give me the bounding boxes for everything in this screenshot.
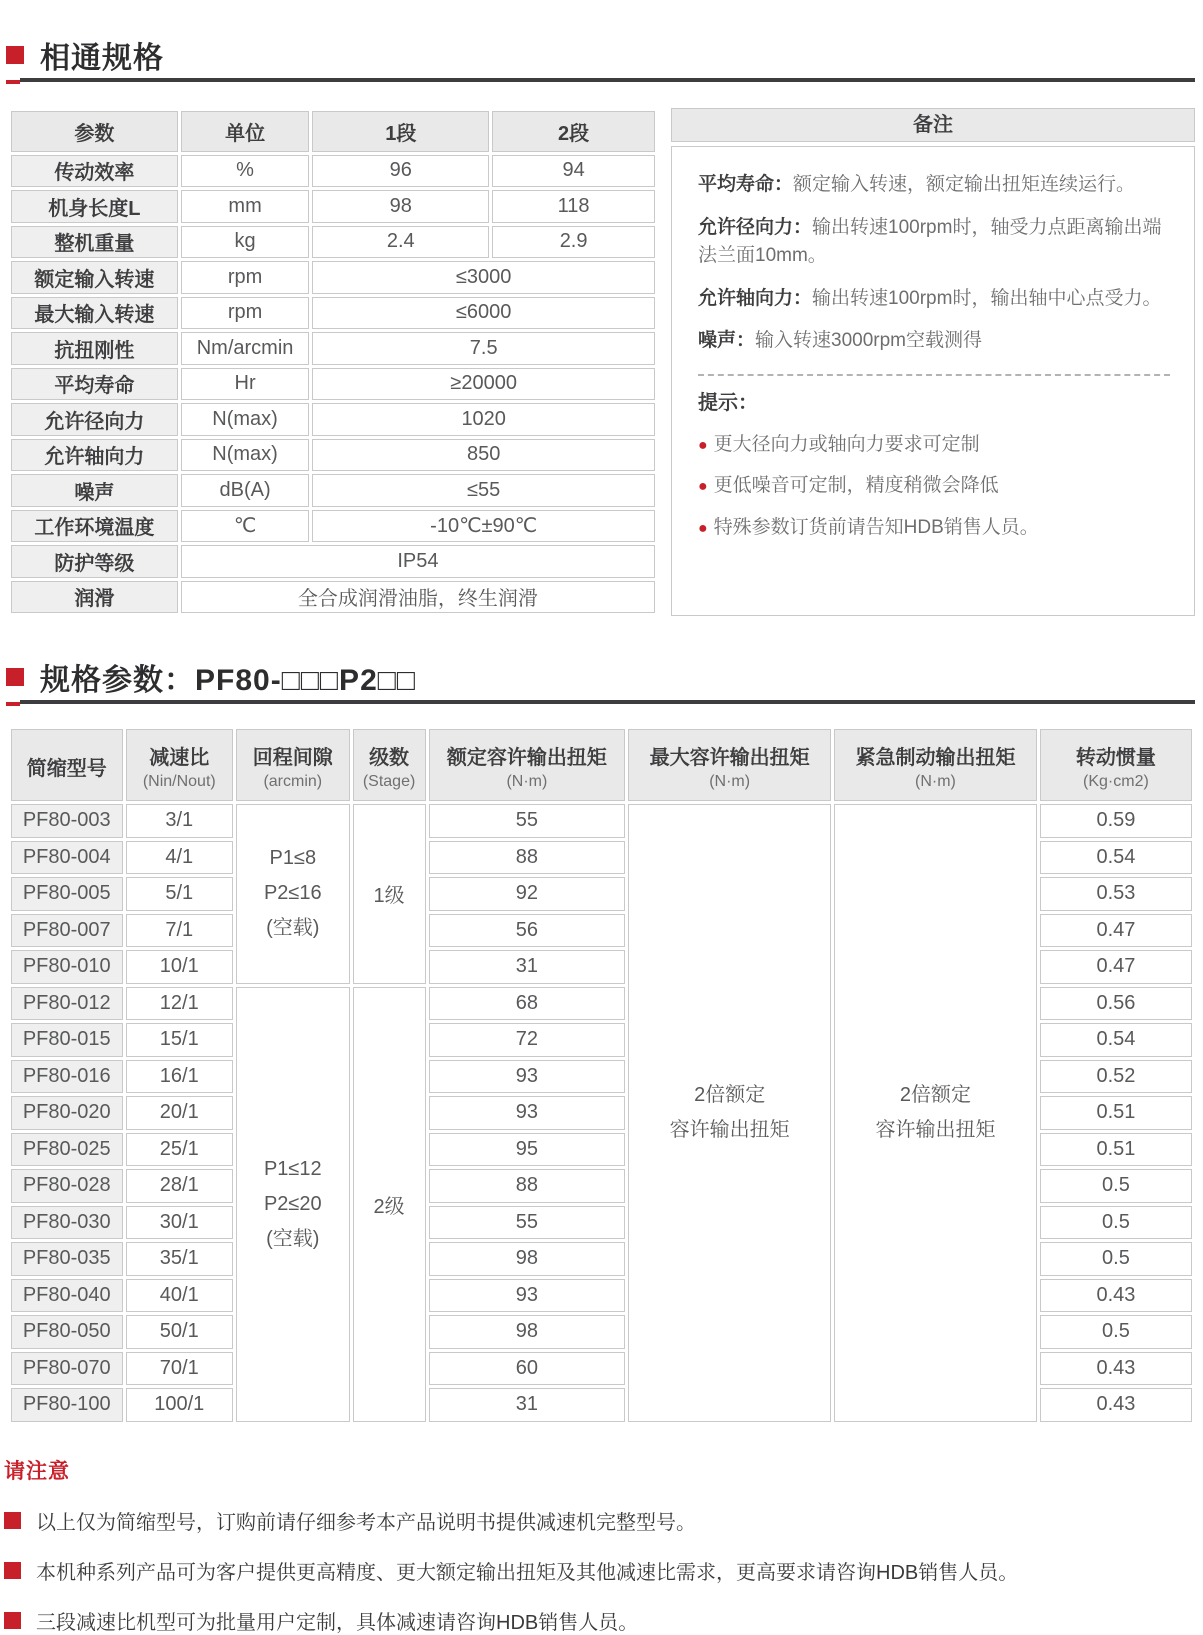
spec-param-cell: 允许轴向力 — [11, 439, 178, 472]
spec-header-cell: 单位 — [181, 111, 310, 152]
spec-value-cell: 7.5 — [312, 332, 655, 365]
spec-value-cell: 850 — [312, 439, 655, 472]
rated-torque-cell: 68 — [429, 987, 626, 1021]
spec-param-cell: 允许径向力 — [11, 403, 178, 436]
rated-torque-cell: 55 — [429, 804, 626, 838]
spec-value-cell: 94 — [492, 155, 655, 188]
spec-value-cell: IP54 — [181, 545, 655, 578]
brake-torque-line: 容许输出扭矩 — [875, 1118, 996, 1141]
tip-item — [698, 514, 1170, 543]
spec-row — [11, 190, 655, 223]
remarks-label: 允许轴向力： — [698, 287, 813, 309]
spec-unit-cell: mm — [181, 190, 310, 223]
spec-header-cell: 1段 — [312, 111, 489, 152]
remarks-title: 备注 — [671, 108, 1195, 142]
inertia-cell: 0.47 — [1040, 914, 1192, 948]
tip-text: 更大径向力或轴向力要求可定制 — [713, 433, 980, 455]
inertia-cell: 0.5 — [1040, 1206, 1192, 1240]
red-square-icon — [4, 1612, 21, 1629]
ratio-cell: 3/1 — [126, 804, 233, 838]
note-text: 以上仅为简缩型号，订购前请仔细参考本产品说明书提供减速机完整型号。 — [36, 1511, 696, 1534]
spec-value-cell: -10℃±90℃ — [312, 510, 655, 543]
tip-item — [698, 472, 1170, 501]
spec-param-cell: 平均寿命 — [11, 368, 178, 401]
rated-torque-cell: 56 — [429, 914, 626, 948]
rated-torque-cell: 98 — [429, 1315, 626, 1349]
note-text: 本机种系列产品可为客户提供更高精度、更大额定输出扭矩及其他减速比需求，更高要求请咨询HDB销售人员。 — [36, 1561, 1019, 1584]
inertia-cell: 0.51 — [1040, 1133, 1192, 1167]
section2-title: 规格参数：PF80-□□□P2□□ — [40, 664, 416, 697]
spec-value-cell: ≤6000 — [312, 297, 655, 330]
model-header-sub: (Kg·cm2) — [1083, 773, 1149, 790]
notes-title: 请注意 — [4, 1459, 70, 1483]
ratio-cell: 12/1 — [126, 987, 233, 1021]
spec-param-cell: 噪声 — [11, 474, 178, 507]
model-name-cell: PF80-040 — [11, 1279, 123, 1313]
ratio-cell: 7/1 — [126, 914, 233, 948]
spec-unit-cell: ℃ — [181, 510, 310, 543]
inertia-cell: 0.47 — [1040, 950, 1192, 984]
model-name-cell: PF80-005 — [11, 877, 123, 911]
model-header-sub: (N·m) — [915, 773, 956, 790]
inertia-cell: 0.43 — [1040, 1352, 1192, 1386]
tip-text: 特殊参数订货前请告知HDB销售人员。 — [713, 516, 1039, 538]
model-name-cell: PF80-070 — [11, 1352, 123, 1386]
spec-unit-cell: N(max) — [181, 403, 310, 436]
model-name-cell: PF80-035 — [11, 1242, 123, 1276]
inertia-cell: 0.5 — [1040, 1315, 1192, 1349]
spec-param-cell: 最大输入转速 — [11, 297, 178, 330]
spec-header-cell: 2段 — [492, 111, 655, 152]
model-header-cell — [353, 729, 426, 801]
model-name-cell: PF80-012 — [11, 987, 123, 1021]
spec-row — [11, 510, 655, 543]
model-name-cell: PF80-015 — [11, 1023, 123, 1057]
inertia-cell: 0.5 — [1040, 1242, 1192, 1276]
model-header-main: 简缩型号 — [26, 757, 107, 780]
spec-row — [11, 581, 655, 614]
bullet-dot-icon: ● — [698, 519, 708, 537]
stage-cell: 1级 — [353, 804, 426, 984]
model-header-cell — [429, 729, 626, 801]
backlash-line: P2≤16 — [263, 882, 322, 905]
ratio-cell: 30/1 — [126, 1206, 233, 1240]
spec-param-cell: 润滑 — [11, 581, 178, 614]
section1-header — [6, 0, 1195, 82]
brake-torque-cell — [834, 804, 1037, 1422]
model-name-cell: PF80-030 — [11, 1206, 123, 1240]
model-header-main: 最大容许输出扭矩 — [649, 747, 810, 769]
spec-header-row — [11, 111, 655, 152]
spec-value-cell: 1020 — [312, 403, 655, 436]
ratio-cell: 35/1 — [126, 1242, 233, 1276]
spec-row — [11, 439, 655, 472]
note-item — [4, 1506, 1195, 1535]
section2-divider — [20, 700, 1195, 704]
bullet-dot-icon: ● — [698, 478, 708, 495]
model-header-sub: (Stage) — [362, 773, 416, 790]
inertia-cell: 0.56 — [1040, 987, 1192, 1021]
backlash-line: (空载) — [266, 1227, 320, 1250]
model-header-sub: (N·m) — [709, 773, 751, 790]
model-header-main: 回程间隙 — [252, 747, 333, 769]
remarks-paragraph: 噪声：输入转速3000rpm空载测得 — [698, 330, 983, 351]
rated-torque-cell: 31 — [429, 1388, 626, 1422]
ratio-cell: 5/1 — [126, 877, 233, 911]
spec-value-cell: 98 — [312, 190, 489, 223]
spec-value-cell: ≥20000 — [312, 368, 655, 401]
note-item — [4, 1606, 1195, 1635]
model-name-cell: PF80-016 — [11, 1060, 123, 1094]
max-torque-line: 容许输出扭矩 — [669, 1118, 790, 1141]
model-header-cell — [11, 729, 123, 801]
inertia-cell: 0.51 — [1040, 1096, 1192, 1130]
rated-torque-cell: 93 — [429, 1096, 626, 1130]
remarks-panel — [671, 108, 1195, 616]
spec-unit-cell: rpm — [181, 297, 310, 330]
model-header-main: 级数 — [369, 747, 410, 769]
model-header-sub: (Nin/Nout) — [142, 773, 216, 790]
notes-list — [4, 1506, 1195, 1635]
spec-row — [11, 368, 655, 401]
max-torque-line: 2倍额定 — [694, 1083, 766, 1106]
rated-torque-cell: 88 — [429, 1169, 626, 1203]
spec-unit-cell: rpm — [181, 261, 310, 294]
spec-param-cell: 传动效率 — [11, 155, 178, 188]
spec-value-cell: 2.4 — [312, 226, 489, 259]
ratio-cell: 10/1 — [126, 950, 233, 984]
model-header-row — [11, 729, 1192, 801]
remarks-label: 噪声： — [698, 330, 756, 351]
inertia-cell: 0.53 — [1040, 877, 1192, 911]
red-square-icon — [4, 1512, 21, 1529]
spec-row — [11, 403, 655, 436]
model-name-cell: PF80-050 — [11, 1315, 123, 1349]
tip-item — [698, 431, 1170, 460]
section2-header — [6, 616, 1195, 704]
note-item — [4, 1556, 1195, 1585]
model-name-cell: PF80-004 — [11, 841, 123, 875]
tip-text: 更低噪音可定制，精度稍微会降低 — [713, 475, 999, 496]
ratio-cell: 4/1 — [126, 841, 233, 875]
inertia-cell: 0.43 — [1040, 1279, 1192, 1313]
spec-value-cell: ≤3000 — [312, 261, 655, 294]
spec-row — [11, 297, 655, 330]
inertia-cell: 0.59 — [1040, 804, 1192, 838]
spec-param-cell: 抗扭刚性 — [11, 332, 178, 365]
notes-section — [4, 1455, 1195, 1635]
spec-param-cell: 防护等级 — [11, 545, 178, 578]
ratio-cell: 40/1 — [126, 1279, 233, 1313]
spec-row — [11, 474, 655, 507]
model-header-cell — [236, 729, 350, 801]
model-name-cell: PF80-100 — [11, 1388, 123, 1422]
spec-row — [11, 332, 655, 365]
remarks-label: 允许径向力： — [698, 216, 813, 238]
red-square-icon — [6, 668, 24, 686]
model-name-cell: PF80-020 — [11, 1096, 123, 1130]
spec-row — [11, 261, 655, 294]
model-name-cell: PF80-003 — [11, 804, 123, 838]
general-spec-table — [8, 108, 658, 616]
spec-param-cell: 额定输入转速 — [11, 261, 178, 294]
spec-row — [11, 155, 655, 188]
inertia-cell: 0.54 — [1040, 1023, 1192, 1057]
spec-value-cell: 96 — [312, 155, 489, 188]
stage-cell: 2级 — [353, 987, 426, 1422]
remarks-body — [671, 146, 1195, 616]
model-header-main: 紧急制动输出扭矩 — [855, 747, 1016, 769]
general-spec-area — [8, 108, 1195, 616]
rated-torque-cell: 60 — [429, 1352, 626, 1386]
rated-torque-cell: 55 — [429, 1206, 626, 1240]
rated-torque-cell: 93 — [429, 1060, 626, 1094]
rated-torque-cell: 92 — [429, 877, 626, 911]
spec-unit-cell: kg — [181, 226, 310, 259]
ratio-cell: 15/1 — [126, 1023, 233, 1057]
inertia-cell: 0.43 — [1040, 1388, 1192, 1422]
remarks-label: 平均寿命： — [698, 174, 794, 195]
rated-torque-cell: 93 — [429, 1279, 626, 1313]
model-spec-table — [8, 726, 1195, 1425]
rated-torque-cell: 98 — [429, 1242, 626, 1276]
inertia-cell: 0.5 — [1040, 1169, 1192, 1203]
spec-param-cell: 整机重量 — [11, 226, 178, 259]
ratio-cell: 16/1 — [126, 1060, 233, 1094]
ratio-cell: 100/1 — [126, 1388, 233, 1422]
spec-param-cell: 机身长度L — [11, 190, 178, 223]
spec-row — [11, 226, 655, 259]
remarks-paragraph: 平均寿命：额定输入转速，额定输出扭矩连续运行。 — [698, 174, 1136, 195]
spec-param-cell: 工作环境温度 — [11, 510, 178, 543]
section1-divider — [20, 78, 1195, 82]
ratio-cell: 25/1 — [126, 1133, 233, 1167]
dashed-divider — [698, 374, 1170, 376]
model-header-cell — [628, 729, 831, 801]
model-header-sub: (arcmin) — [263, 773, 323, 790]
inertia-cell: 0.54 — [1040, 841, 1192, 875]
model-header-cell — [834, 729, 1037, 801]
model-header-main: 额定容许输出扭矩 — [446, 747, 607, 769]
model-header-cell — [126, 729, 233, 801]
red-square-icon — [6, 46, 24, 64]
rated-torque-cell: 31 — [429, 950, 626, 984]
backlash-cell — [236, 987, 350, 1422]
remarks-paragraph: 允许径向力：输出转速100rpm时，轴受力点距离输出端法兰面10mm。 — [698, 216, 1162, 266]
tips-title: 提示： — [698, 391, 758, 414]
backlash-line: P2≤20 — [263, 1192, 322, 1215]
rated-torque-cell: 88 — [429, 841, 626, 875]
model-name-cell: PF80-025 — [11, 1133, 123, 1167]
backlash-line: (空载) — [266, 917, 320, 940]
spec-unit-cell: N(max) — [181, 439, 310, 472]
note-text: 三段减速比机型可为批量用户定制，具体减速请咨询HDB销售人员。 — [36, 1611, 639, 1634]
red-square-icon — [4, 1562, 21, 1579]
section1-title: 相通规格 — [40, 42, 164, 75]
model-row — [11, 804, 1192, 838]
backlash-line: P1≤12 — [263, 1157, 322, 1180]
spec-value-cell: 118 — [492, 190, 655, 223]
spec-unit-cell: Hr — [181, 368, 310, 401]
model-name-cell: PF80-010 — [11, 950, 123, 984]
model-name-cell: PF80-007 — [11, 914, 123, 948]
spec-unit-cell: % — [181, 155, 310, 188]
ratio-cell: 70/1 — [126, 1352, 233, 1386]
spec-header-cell: 参数 — [11, 111, 178, 152]
model-name-cell: PF80-028 — [11, 1169, 123, 1203]
rated-torque-cell: 95 — [429, 1133, 626, 1167]
remarks-paragraph: 允许轴向力：输出转速100rpm时，输出轴中心点受力。 — [698, 287, 1162, 309]
spec-value-cell: 全合成润滑油脂，终生润滑 — [181, 581, 655, 614]
rated-torque-cell: 72 — [429, 1023, 626, 1057]
ratio-cell: 20/1 — [126, 1096, 233, 1130]
brake-torque-line: 2倍额定 — [899, 1083, 972, 1106]
ratio-cell: 50/1 — [126, 1315, 233, 1349]
bullet-dot-icon: ● — [698, 436, 708, 454]
backlash-cell — [236, 804, 350, 984]
model-header-cell — [1040, 729, 1192, 801]
spec-value-cell: 2.9 — [492, 226, 655, 259]
spec-value-cell: ≤55 — [312, 474, 655, 507]
model-header-main: 减速比 — [149, 747, 210, 769]
max-torque-cell — [628, 804, 831, 1422]
model-header-main: 转动惯量 — [1075, 747, 1156, 769]
spec-unit-cell: dB(A) — [181, 474, 310, 507]
ratio-cell: 28/1 — [126, 1169, 233, 1203]
spec-unit-cell: Nm/arcmin — [181, 332, 310, 365]
inertia-cell: 0.52 — [1040, 1060, 1192, 1094]
spec-row — [11, 545, 655, 578]
backlash-line: P1≤8 — [269, 847, 317, 870]
model-header-sub: (N·m) — [506, 773, 548, 790]
